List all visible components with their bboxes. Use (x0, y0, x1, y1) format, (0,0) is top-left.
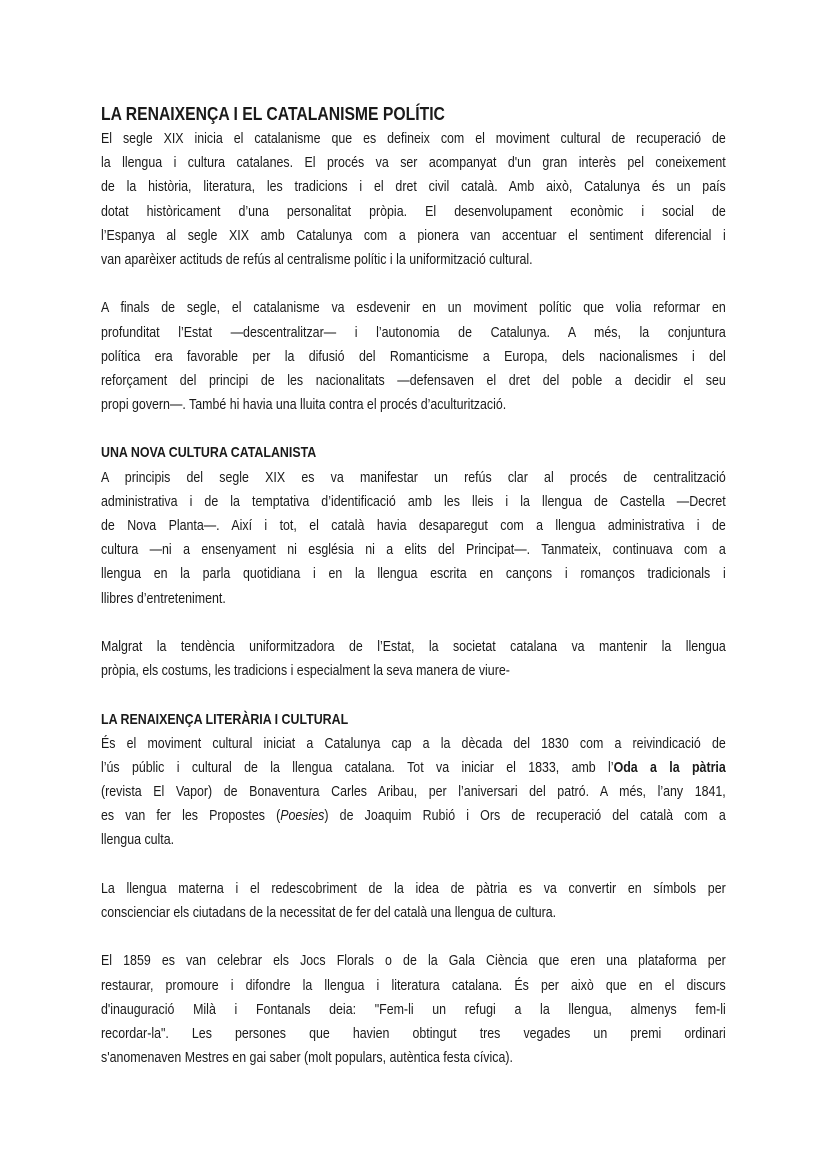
text-run: l’ús públic i cultural de la llengua catalana. Tot va iniciar el 1833, amb l’ (101, 759, 614, 776)
paragraph-line: restaurar, promoure i difondre la llengua i literatura catalana. És per això que en el discurs (101, 977, 726, 994)
paragraph-line: És el moviment cultural iniciat a Catalunya cap a la dècada del 1830 com a reivindicació de (101, 735, 726, 752)
paragraph-line: administrativa i de la temptativa d’identificació amb les lleis i la llengua de Castella —Decret (101, 493, 726, 510)
paragraph (101, 127, 726, 272)
paragraph-line: van aparèixer actituds de refús al centralisme polític i la uniformització cultural. (101, 251, 533, 268)
paragraph-line: A principis del segle XIX es va manifestar un refús clar al procés de centralització (101, 469, 726, 486)
text-run: es van fer les Propostes ( (101, 808, 281, 825)
bold-text: Oda a la pàtria (613, 759, 726, 776)
paragraph (101, 296, 726, 417)
paragraph-line: llibres d’entreteniment. (101, 590, 226, 607)
paragraph-spacer (101, 272, 726, 296)
paragraph-spacer (101, 611, 726, 635)
paragraph (101, 466, 726, 611)
paragraph-line: llengua en la parla quotidiana i en la llengua escrita en cançons i romanços tradicionals i (101, 566, 726, 583)
paragraph-line: política era favorable per la difusió del Romanticisme a Europa, dels nacionalismes i del (101, 348, 726, 365)
paragraph-line: El 1859 es van celebrar els Jocs Florals o de la Gala Ciència que eren una plataforma per (101, 953, 726, 970)
text-run: ) de Joaquim Rubió i Ors de recuperació del català com a (324, 808, 726, 825)
paragraph-line: A finals de segle, el catalanisme va esdevenir en un moviment polític que volia reformar en (101, 300, 726, 317)
paragraph-line: reforçament del principi de les nacionalitats —defensaven el dret del poble a decidir el seu (101, 372, 726, 389)
paragraph-line: llengua culta. (101, 832, 175, 849)
document-page (101, 100, 726, 1070)
document-title: LA RENAIXENÇA I EL CATALANISME POLÍTIC (101, 103, 445, 124)
paragraph (101, 949, 726, 1070)
paragraph-spacer (101, 417, 726, 441)
paragraph-line: profunditat l’Estat —descentralitzar— i l’autonomia de Catalunya. A més, la conjuntura (101, 324, 726, 341)
paragraph-line: la llengua i cultura catalanes. El procés va ser acompanyat d'un gran interès pel coneixement (101, 155, 726, 172)
paragraph-line: conscienciar els ciutadans de la necessitat de fer del català una llengua de cultura. (101, 905, 557, 921)
paragraph-line: pròpia, els costums, les tradicions i especialment la seva manera de viure- (101, 663, 510, 680)
paragraph-line: Malgrat la tendència uniformitzadora de l’Estat, la societat catalana va mantenir la llengua (101, 638, 726, 655)
paragraph-line: propi govern—. També hi havia una lluita contra el procés d’aculturització. (101, 397, 507, 414)
paragraph-line: La llengua materna i el redescobriment de la idea de pàtria es va convertir en símbols per (101, 880, 726, 897)
paragraph-spacer (101, 683, 726, 707)
paragraph-line: cultura —ni a ensenyament ni església ni a elits del Principat—. Tanmateix, continuava com a (101, 542, 726, 559)
paragraph-line: l’Espanya al segle XIX amb Catalunya com a pionera van accentuar el sentiment diferencial i (101, 227, 726, 244)
paragraph (101, 635, 726, 683)
paragraph-line: El segle XIX inicia el catalanisme que es defineix com el moviment cultural de recuperació de (101, 131, 726, 147)
paragraph-line: d'inauguració Milà i Fontanals deia: "Fem-li un refugi a la llengua, almenys fem-li (101, 1001, 726, 1018)
paragraph-line: de la història, literatura, les tradicions i el dret civil català. Amb això, Catalunya és un país (101, 179, 726, 196)
italic-text: Poesies (280, 808, 325, 825)
paragraph-spacer (101, 925, 726, 949)
paragraph (101, 732, 726, 853)
section-heading: LA RENAIXENÇA LITERÀRIA I CULTURAL (101, 711, 349, 728)
paragraph-line: dotat històricament d’una personalitat pròpia. El desenvolupament econòmic i social de (101, 203, 726, 220)
paragraph-line (101, 756, 726, 780)
paragraph-spacer (101, 853, 726, 877)
paragraph-line: de Nova Planta—. Així i tot, el català havia desaparegut com a llengua administrativa i de (101, 518, 726, 534)
paragraph-line: recordar-la". Les persones que havien obtingut tres vegades un premi ordinari (101, 1025, 726, 1042)
section-heading: UNA NOVA CULTURA CATALANISTA (101, 445, 317, 462)
paragraph (101, 877, 726, 925)
paragraph-line: (revista El Vapor) de Bonaventura Carles Aribau, per l’aniversari del patró. A més, l’any 1841, (101, 784, 726, 801)
paragraph-line (101, 804, 726, 828)
paragraph-line: s'anomenaven Mestres en gai saber (molt populars, autèntica festa cívica). (101, 1050, 513, 1067)
